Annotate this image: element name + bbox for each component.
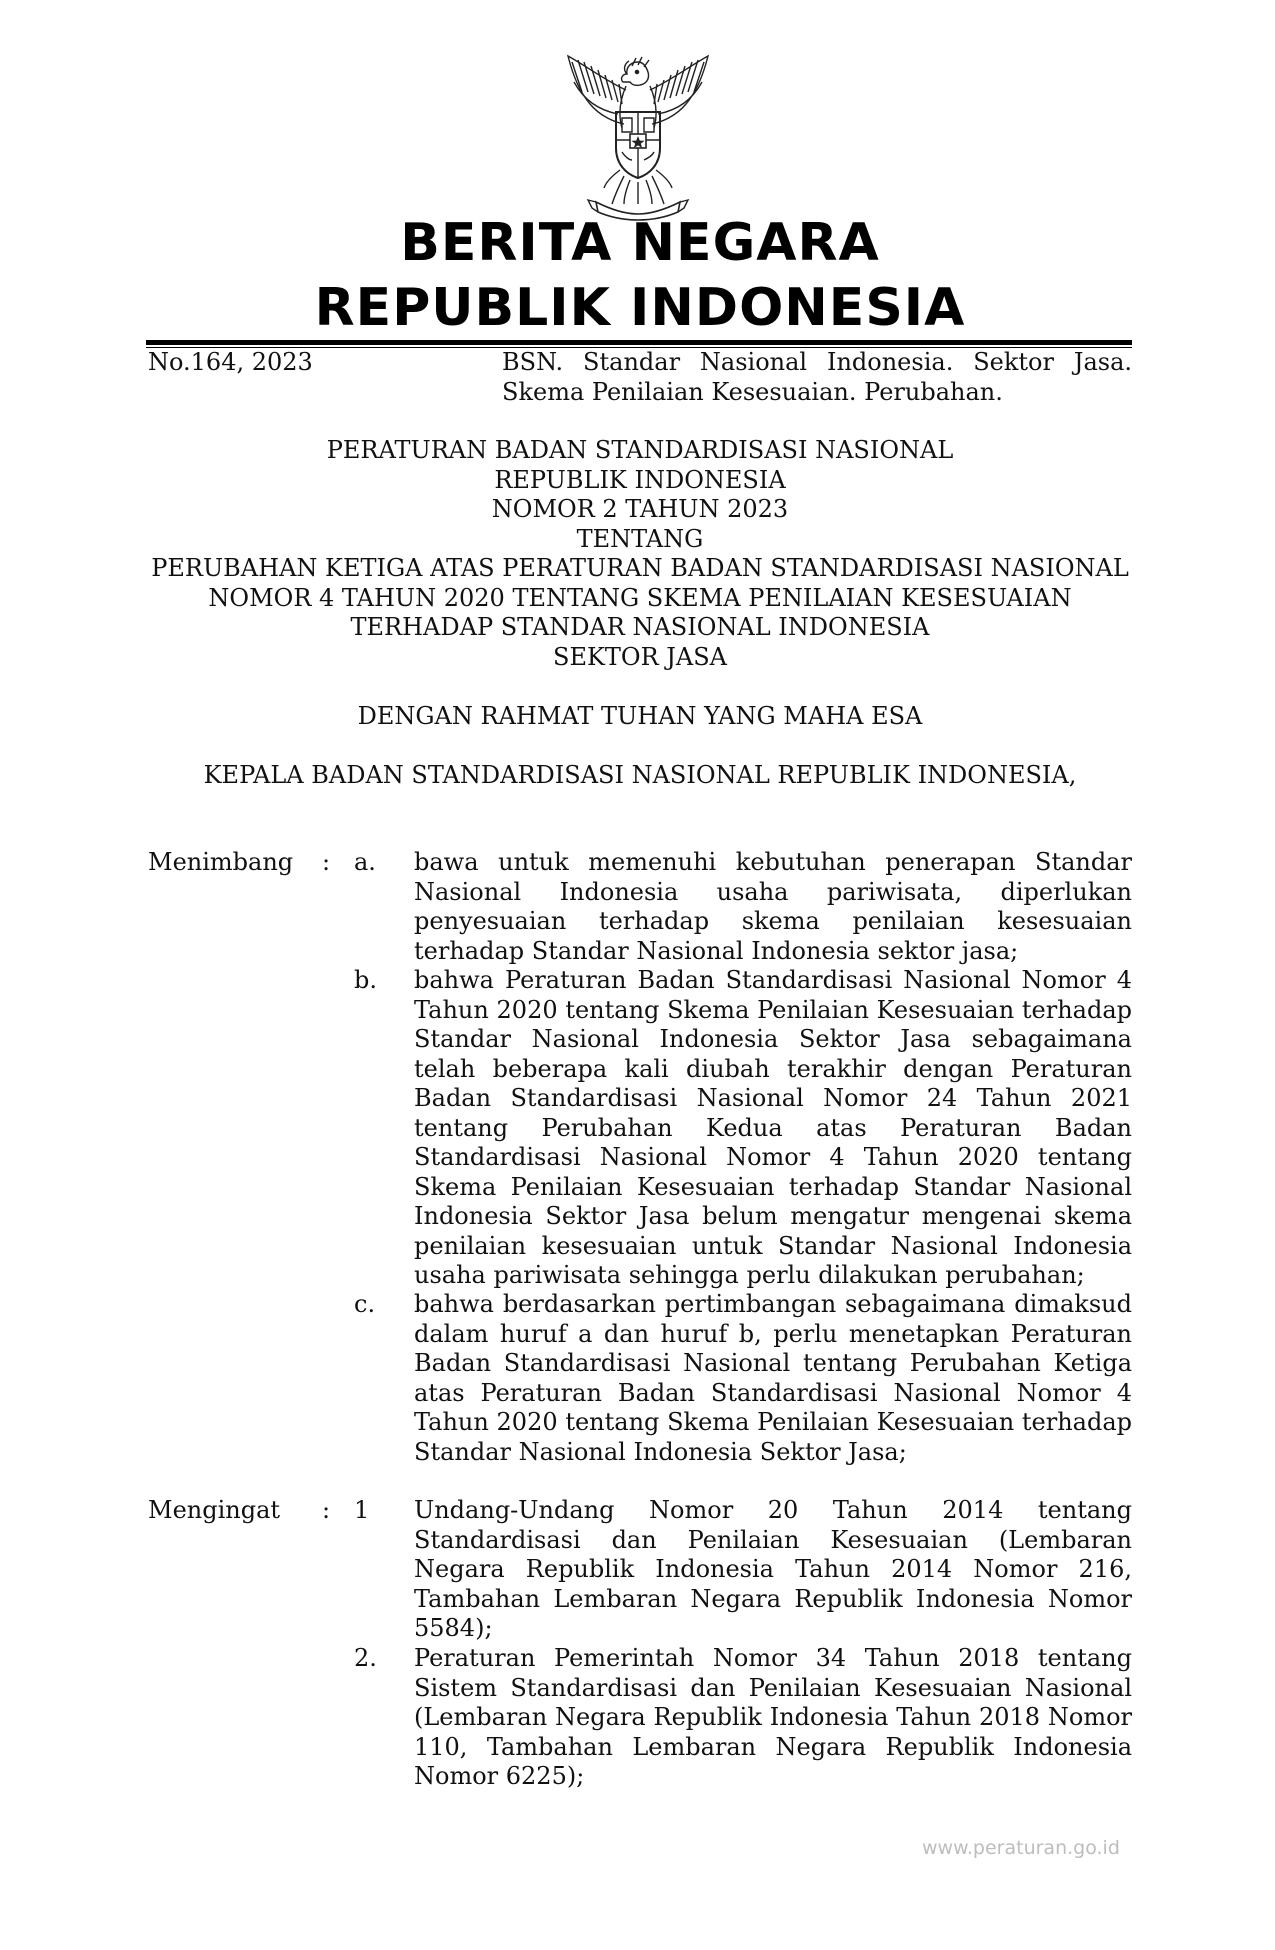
document-subject: BSN. Standar Nasional Indonesia. Sektor Jasa. Skema Penilaian Kesesuaian. Perubahan. — [502, 348, 1132, 406]
mengingat-item-text: Peraturan Pemerintah Nomor 34 Tahun 2018 tentang Sistem Standardisasi dan Penilaian Kesesuaian Nasional (Lembaran Negara Republik Indonesia Tahun 2018 Nomor 110, Tambahan Lembaran Negara Republik Indonesia Nomor 6225); — [414, 1644, 1132, 1790]
mengingat-item-marker: 2. — [354, 1644, 377, 1672]
mengingat-item-marker: 1 — [354, 1496, 370, 1524]
mengingat-label: Mengingat — [148, 1496, 281, 1524]
issuer: KEPALA BADAN STANDARDISASI NASIONAL REPUBLIK INDONESIA, — [203, 761, 1077, 789]
invocation: DENGAN RAHMAT TUHAN YANG MAHA ESA — [357, 702, 923, 730]
menimbang-item-text: bahwa berdasarkan pertimbangan sebagaimana dimaksud dalam huruf a dan huruf b, perlu menetapkan Peraturan Badan Standardisasi Nasional tentang Perubahan Ketiga atas Peraturan Badan Standardisasi Nasional Nomor 4 Tahun 2020 tentang Skema Penilaian Kesesuaian terhadap Standar Nasional Indonesia Sektor Jasa; — [414, 1290, 1132, 1466]
menimbang-item-text: bahwa Peraturan Badan Standardisasi Nasional Nomor 4 Tahun 2020 tentang Skema Penilaian Kesesuaian terhadap Standar Nasional Indonesia Sektor Jasa sebagaimana telah beberapa kali diubah terakhir dengan Peraturan Badan Standardisasi Nasional Nomor 24 Tahun 2021 tentang Perubahan Kedua atas Peraturan Badan Standardisasi Nasional Nomor 4 Tahun 2020 tentang Skema Penilaian Kesesuaian terhadap Standar Nasional Indonesia Sektor Jasa belum mengatur mengenai skema penilaian kesesuaian untuk Standar Nasional Indonesia usaha pariwisata sehingga perlu dilakukan perubahan; — [414, 966, 1132, 1289]
regulation-heading-line: NOMOR 4 TAHUN 2020 TENTANG SKEMA PENILAIAN KESESUAIAN — [208, 583, 1072, 612]
document-number: No.164, 2023 — [148, 348, 313, 376]
garuda-emblem-icon — [560, 52, 716, 222]
menimbang-item-marker: b. — [354, 966, 377, 994]
masthead-title-line1: BERITA NEGARA — [400, 213, 880, 273]
regulation-heading — [140, 436, 1140, 672]
regulation-heading-line: TERHADAP STANDAR NASIONAL INDONESIA — [350, 613, 930, 641]
mengingat-item-text: Undang-Undang Nomor 20 Tahun 2014 tentang Standardisasi dan Penilaian Kesesuaian (Lembaran Negara Republik Indonesia Tahun 2014 Nomor 216, Tambahan Lembaran Negara Republik Indonesia Nomor 5584); — [414, 1496, 1132, 1642]
masthead-title-line2: REPUBLIK INDONESIA — [314, 278, 966, 338]
masthead-divider-thick — [146, 340, 1132, 345]
regulation-heading-line: SEKTOR JASA — [553, 642, 727, 671]
regulation-heading-line: REPUBLIK INDONESIA — [494, 465, 786, 494]
regulation-heading-line: NOMOR 2 TAHUN 2023 — [491, 495, 789, 523]
regulation-heading-line: PERATURAN BADAN STANDARDISASI NASIONAL — [326, 436, 954, 464]
footer-url: www.peraturan.go.id — [922, 1837, 1120, 1859]
menimbang-item-marker: a. — [354, 848, 376, 876]
regulation-heading-line: PERUBAHAN KETIGA ATAS PERATURAN BADAN STANDARDISASI NASIONAL — [151, 554, 1129, 582]
menimbang-item-marker: c. — [354, 1290, 376, 1318]
menimbang-label: Menimbang — [148, 848, 294, 876]
regulation-heading-line: TENTANG — [576, 524, 704, 553]
menimbang-item-text: bawa untuk memenuhi kebutuhan penerapan Standar Nasional Indonesia usaha pariwisata, diperlukan penyesuaian terhadap skema penilaian kesesuaian terhadap Standar Nasional Indonesia sektor jasa; — [414, 848, 1132, 965]
menimbang-colon: : — [322, 848, 331, 876]
mengingat-colon: : — [322, 1496, 331, 1524]
